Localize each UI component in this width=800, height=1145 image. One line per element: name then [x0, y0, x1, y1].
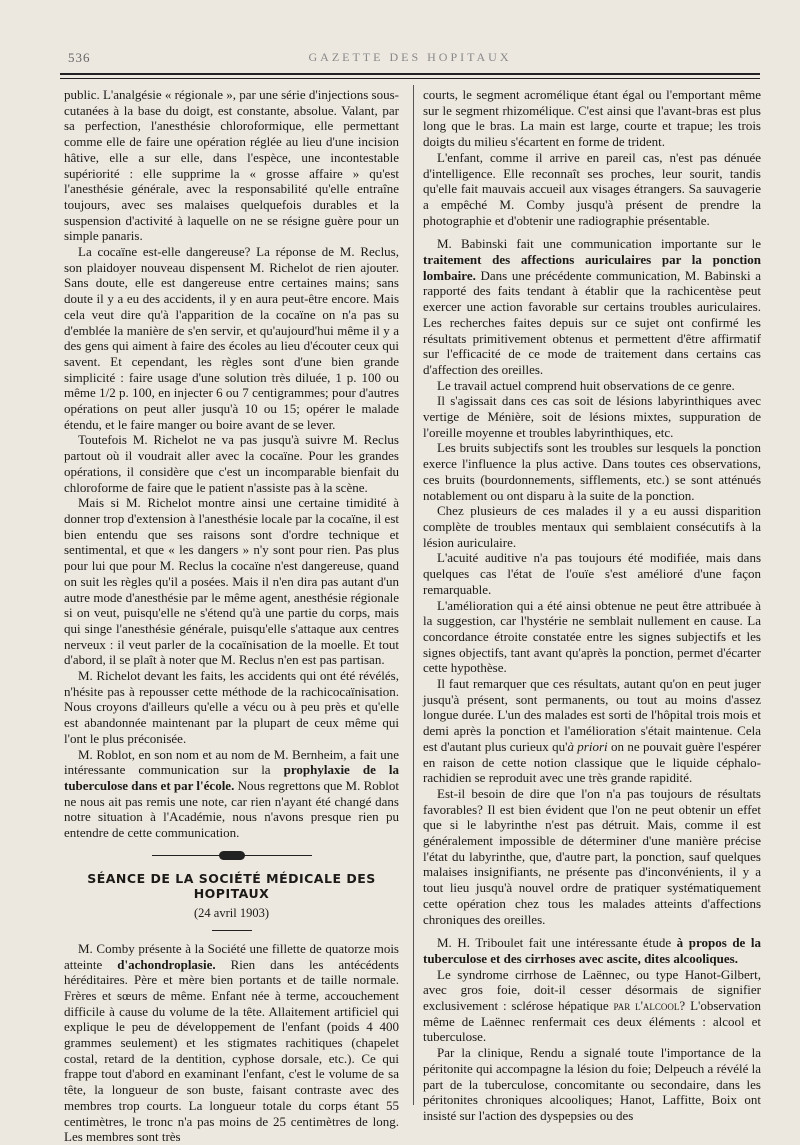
text-run: Le syndrome cirrhose de Laënnec, ou type Hanot-Gilbert, avec gros foie, doit-il cesser désormais de signifier exclusivement : sclérose hépatique: [423, 966, 761, 1014]
text-run: Il faut remarquer que ces résultats, autant qu'on en peut juger jusqu'à présent, sont permanents, ou tout au moins d'assez longue durée. L'un des malades est sorti de l'hôpital trois mois et demi après la ponction et l'amélioration s'était maintenue. Cela est d'autant plus curieux qu': [423, 676, 761, 754]
text-run: on ne pouvait guère l'espérer en raison de cette notion classique que le liquide céphalo-rachidien se reproduit avec une très grande rapidité.: [423, 738, 761, 786]
paragraph: Chez plusieurs de ces malades il y a eu aussi disparition complète de troubles mentaux qui semblaient consécutifs à la lésion auriculaire.: [423, 503, 761, 550]
text-run: Dans une précédente communication, M. Babinski a rapporté des faits tendant à établir que la rachicentèse peut exercer une action favorable sur certains troubles auriculaires. Les recherches faites depuis sur ce sujet ont confirmé les résultats primitivement obtenus et permettent d'être affirmatif sur l'efficacité de ce mode de traitement dans certains cas d'affection des oreilles.: [423, 267, 761, 377]
section-separator: [64, 851, 399, 861]
bold-text: d'achondroplasie.: [117, 956, 216, 972]
text-run: M. Babinski fait une communication importante sur le: [437, 236, 761, 252]
paragraph: public. L'analgésie « régionale », par une série d'injections sous-cutanées à la base du doigt, est constante, absolue. Valant, par sa perfection, l'anesthésie chloroformique, elle permettant comme elle de faire une opération réglée au lieu d'une incision hâtive, elle a sur elle, dans l'espèce, une incontestable supériorité : elle supprime la « grosse affaire » qu'est l'anesthésie générale, avec la responsabilité qu'elle entraîne toujours, avec ses malaises quelquefois durables et la suspension d'activité à laquelle on ne se résigne guère pour un simple panaris.: [64, 87, 399, 244]
paragraph: La cocaïne est-elle dangereuse? La réponse de M. Reclus, son plaidoyer nouveau dispensent M. Richelot de rien ajouter. Sans doute, elle est dangereuse entre certaines mains; sans doute il y a eu des accidents, il y en aura peut-être encore. Mais cela veut dire qu'à l'apparition de la cocaïne on n'a pas su d'emblée la manière de s'en servir, et qu'aujourd'hui même il y a des gens qui aiment à faire des écoles au lieu d'écouter ceux qui savent. Et cependant, les règles sont d'une bien grande simplicité : faire usage d'une solution très diluée, 1 p. 100 ou même 1/2 p. 100, en injecter 6 ou 7 centigrammes; pour d'autres opérations on peut aller jusqu'à 10 ou 15; opérer le malade étendu, et le faire manger ou boire avant de se lever.: [64, 244, 399, 432]
paragraph: courts, le segment acromélique étant égal ou l'emportant même sur le segment rhizomélique. C'est ainsi que l'avant-bras est plus long que le bras. La main est large, courte et trapue; les trois doigts du milieu s'écartent en forme de trident.: [423, 87, 761, 150]
paragraph: M. Richelot devant les faits, les accidents qui ont été révélés, n'hésite pas à repousser cette méthode de la rachicocaïnisation. Nous croyons d'ailleurs qu'elle a vécu ou à peu près et qu'elle est abandonnée maintenant par la plupart de ceux même qui l'ont le plus préconisée.: [64, 668, 399, 746]
paragraph: L'acuité auditive n'a pas toujours été modifiée, mais dans quelques cas l'état de l'ouïe s'est amélioré d'une façon remarquable.: [423, 550, 761, 597]
paragraph: L'amélioration qui a été ainsi obtenue ne peut être attribuée à la suggestion, car l'hystérie ne semblait nullement en cause. La concordance étroite constatée entre les signes subjectifs et les signes objectifs, tant avant qu'après la ponction, permet d'écarter cette hypothèse.: [423, 597, 761, 676]
text-run: M. Comby présente à la Société une fillette de quatorze mois atteinte: [64, 940, 399, 972]
bold-text: prophylaxie de la tuberculose dans et par l'école.: [64, 762, 399, 793]
short-rule: [212, 930, 252, 931]
paragraph: Est-il besoin de dire que l'on n'a pas toujours de résultats favorables? Il est bien évident que l'on ne peut obtenir un effet que si le labyrinthe n'est pas détruit. Mais, comme il est généralement impossible de déterminer d'une manière précise l'état du labyrinthe, que, d'autre part, la ponction, sauf quelques malaises insignifiants, ne présente pas d'inconvénients, il y a tout lieu jusqu'à nouvel ordre de pratiquer systématiquement cette opération chez tous les malades atteints d'affections chroniques des oreilles.: [423, 785, 761, 927]
text-run: M. H. Triboulet fait une intéressante étude: [437, 935, 677, 951]
paragraph: [423, 967, 761, 1046]
paragraph: Par la clinique, Rendu a signalé toute l'importance de la péritonite qui accompagne la lésion du foie; Delpeuch a révélé la part de la tuberculose, concomitante ou secondaire, dans les péritonites chroniques alcooliques; Hanot, Laffitte, Boix ont insisté sur l'action des dyspepsies ou des: [423, 1045, 761, 1123]
paragraph: Le travail actuel comprend huit observations de ce genre.: [437, 377, 735, 393]
page-header: [60, 50, 760, 72]
paragraph: Toutefois M. Richelot ne va pas jusqu'à suivre M. Reclus partout où il voudrait aller avec la cocaïne. Pour les grandes opérations, il considère que c'est un incomparable bienfait du chloroforme de faire que le patient n'assiste pas à la scène.: [64, 432, 399, 495]
right-column: [423, 87, 761, 1124]
bold-text: traitement des affections auriculaires par la ponction lombaire.: [423, 252, 761, 283]
paragraph: Il s'agissait dans ces cas soit de lésions labyrinthiques avec vertige de Ménière, soit de lésions mixtes, suppuration de l'oreille moyenne et troubles labyrinthiques, etc.: [423, 393, 761, 440]
paragraph: [64, 747, 399, 841]
bold-text: à propos de la tuberculose et des cirrhoses avec ascite, dites alcooliques.: [423, 935, 761, 966]
italic-text: à priori: [567, 738, 608, 754]
text-run: L'observation même de Laënnec renfermait ces deux éléments : alcool et tuberculose.: [423, 998, 761, 1045]
header-rule: [60, 73, 760, 75]
text-run: M. Roblot, en son nom et au nom de M. Bernheim, a fait une intéressante communication sur la: [64, 746, 399, 778]
column-divider: [413, 85, 414, 1105]
text-run: Rien dans les antécédents héréditaires. Père et mère bien portants et de taille normale. Frères et sœurs de même. Enfant née à terme, accouchement difficile à cause du volume de la tête. Allaitement artificiel qui explique le peu de développement de l'enfant (poids 4 400 grammes seulement) et les stigmates rachitiques (chapelet costal, retard de la dentition, cyphose dorsale, etc.). Ce qui frappe tout d'abord en examinant l'enfant, c'est le volume de sa tête, la longueur de son buste, faisant contraste avec des membres trop courts. La longueur totale du corps étant 55 centimètres, le tronc n'a pas moins de 25 centimètres de long. Les membres sont très: [64, 956, 399, 1145]
small-caps-text: par l'alcool?: [613, 998, 686, 1014]
page-number: 536: [68, 50, 91, 65]
paragraph: L'enfant, comme il arrive en pareil cas, n'est pas dénuée d'intelligence. Elle reconnaît ses proches, leur sourit, tandis qu'elle fait mauvais accueil aux visages étrangers. Sa sauvagerie a empêché M. Comby jusqu'à présent de prendre la photographie et d'obtenir une radiographie présentable.: [423, 149, 761, 228]
left-column: [64, 87, 399, 1145]
paragraph: Les bruits subjectifs sont les troubles sur lesquels la ponction exerce l'influence la plus active. Dans toutes ces observations, ces bruits (bourdonnements, sifflements, etc.) se sont atténués notablement ou ont disparu à la suite de la ponction.: [423, 440, 761, 503]
text-run: Nous regrettons que M. Roblot ne nous ait pas remis une note, car rien n'ayant été changé dans notre situation à l'Académie, nous n'avons presque rien pu entendre de cette communication.: [64, 777, 399, 841]
section-title: SÉANCE DE LA SOCIÉTÉ MÉDICALE DES HOPITAUX: [87, 870, 376, 902]
section-date: (24 avril 1903): [194, 906, 269, 921]
paragraph: Mais si M. Richelot montre ainsi une certaine timidité à donner trop d'extension à l'anesthésie locale par la cocaïne, il est bien entendu que ses raisons sont d'ordre technique et sentimental, et que « les dangers » n'y sont pour rien. Pas plus pour lui que pour M. Reclus la cocaïne n'est dangereuse, quand on suit les règles qu'il a posées. Mais il n'en dira pas autant d'un autre mode d'anesthésie par le même agent, anesthésie régionale si on veut, puisqu'elle ne s'étend qu'à une partie du corps, mais qui singe l'anesthésie générale, puisqu'elle s'attaque aux centres nerveux : il veut parler de la cocaïnisation de la moelle. Et tout d'abord, il se plaît à noter que M. Reclus n'en est pas partisan.: [64, 495, 399, 668]
separator-ornament: [219, 851, 245, 860]
paragraph: [423, 935, 761, 966]
paragraph: [423, 236, 761, 377]
paragraph: [64, 941, 399, 1145]
header-rule-thin: [60, 78, 760, 79]
paragraph: [423, 676, 761, 786]
running-title: GAZETTE DES HOPITAUX: [308, 50, 512, 64]
